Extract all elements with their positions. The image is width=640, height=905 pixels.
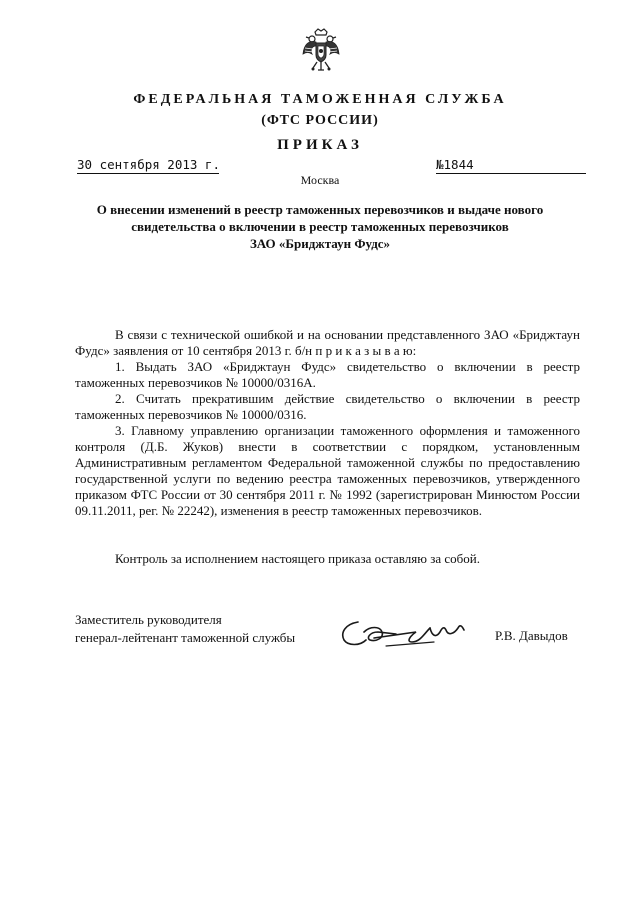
document-type: ПРИКАЗ [277,137,363,153]
title-line-2: свидетельства о включении в реестр таможенных перевозчиков [131,219,509,234]
signatory-position-line-2: генерал-лейтенант таможенной службы [75,630,296,645]
title-line-3: ЗАО «Бриджтаун Фудс» [249,236,391,251]
agency-name: ФЕДЕРАЛЬНАЯ ТАМОЖЕННАЯ СЛУЖБА [133,92,507,107]
coat-of-arms-icon [301,28,341,74]
document-title [70,201,570,252]
document-city: Москва [300,173,340,187]
agency-abbreviation: (ФТС РОССИИ) [261,113,379,128]
document-number: №1844 [436,157,586,174]
handwritten-signature-icon [336,610,476,656]
document-date: 30 сентября 2013 г. [77,157,220,172]
title-line-1: О внесении изменений в реестр таможенных перевозчиков и выдаче нового [96,202,544,217]
body-paragraph-item-1: 1. Выдать ЗАО «Бриджтаун Фудс» свидетельство о включении в реестр таможенных перевозчиков № 10000/0316А. [75,359,580,390]
signer-name: Р.В. Давыдов [495,628,568,643]
body-paragraph-control: Контроль за исполнением настоящего приказа оставляю за собой. [115,551,480,566]
body-paragraph-preamble: В связи с технической ошибкой и на основании представленного ЗАО «Бриджтаун Фудс» заявления от 10 сентября 2013 г. б/н п р и к а з ы в а ю: [75,327,580,358]
body-paragraph-item-2: 2. Считать прекратившим действие свидетельство о включении в реестр таможенных перевозчиков № 10000/0316. [75,391,580,422]
signatory-position-line-1: Заместитель руководителя [75,612,222,627]
body-paragraph-item-3: 3. Главному управлению организации таможенного оформления и таможенного контроля (Д.Б. Жуков) внести в соответствии с порядком, установленным Административным регламентом Федеральной таможенной службы по предоставлению государственной услуги по ведению реестра таможенных перевозчиков, утвержденного приказом ФТС России от 30 сентября 2011 г. № 1992 (зарегистрирован Минюстом России 09.11.2011, рег. № 22242), изменения в реестр таможенных перевозчиков. [75,423,580,518]
signatory-position [75,611,295,647]
